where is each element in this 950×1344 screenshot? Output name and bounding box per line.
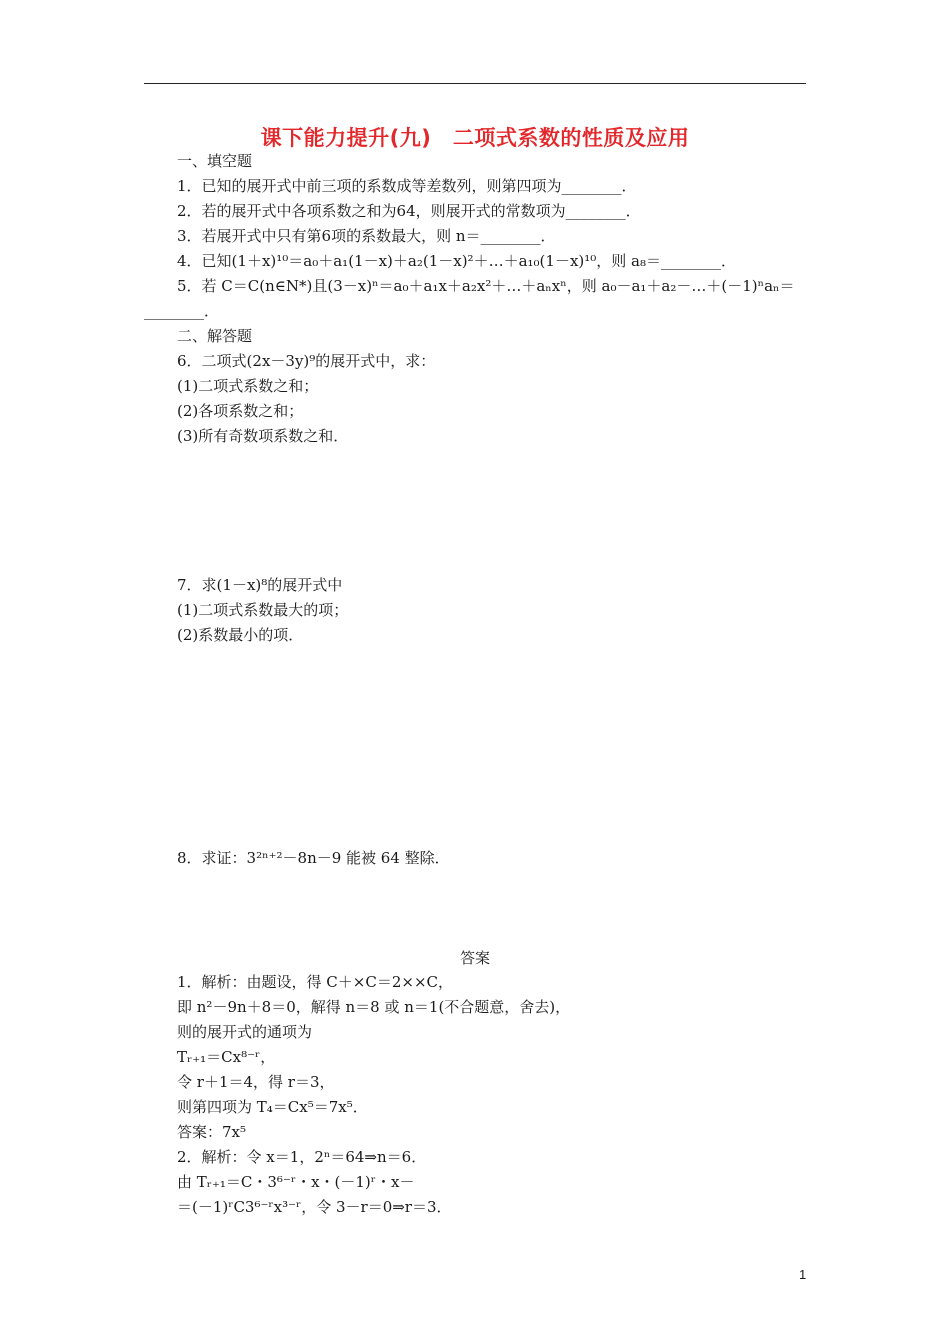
question-2: 2．若的展开式中各项系数之和为64，则展开式的常数项为________．: [177, 202, 641, 220]
question-7: 7．求(1－x)⁸的展开式中: [177, 576, 343, 594]
answer-2-line-2: 由 Tᵣ₊₁＝C・3⁶⁻ʳ・x・(－1)ʳ・x－: [177, 1173, 415, 1191]
question-6: 6．二项式(2x－3y)⁹的展开式中，求：: [177, 352, 436, 370]
page-title: 课下能力提升(九) 二项式系数的性质及应用: [260, 126, 690, 150]
answer-1-line-7: 答案：7x⁵: [177, 1123, 247, 1141]
question-4: 4．已知(1＋x)¹⁰＝a₀＋a₁(1－x)＋a₂(1－x)²＋…＋a₁₀(1－x)¹⁰，则 a₈＝________．: [177, 252, 737, 270]
question-8: 8．求证：3²ⁿ⁺²－8n－9 能被 64 整除．: [177, 849, 450, 867]
answer-2-line-3: ＝(－1)ʳC3⁶⁻ʳx³⁻ʳ，令 3－r＝0⇒r＝3．: [177, 1198, 452, 1216]
header-rule: [144, 83, 806, 84]
answer-1-line-2: 即 n²－9n＋8＝0，解得 n＝8 或 n＝1(不合题意，舍去)，: [177, 998, 571, 1016]
question-3: 3．若展开式中只有第6项的系数最大，则 n＝________．: [177, 227, 556, 245]
question-6-part-3: (3)所有奇数项系数之和．: [177, 427, 349, 445]
answer-1-line-5: 令 r＋1＝4，得 r＝3，: [177, 1073, 335, 1091]
question-5: 5．若 C＝C(n∈N*)且(3－x)ⁿ＝a₀＋a₁x＋a₂x²＋…＋aₙxⁿ，则 a₀－a₁＋a₂－…＋(－1)ⁿaₙ＝: [177, 277, 795, 295]
answer-1-line-6: 则第四项为 T₄＝Cx⁵＝7x⁵．: [177, 1098, 368, 1116]
question-6-part-1: (1)二项式系数之和；: [177, 377, 319, 395]
answers-heading: 答案: [459, 949, 490, 967]
question-7-part-2: (2)系数最小的项．: [177, 626, 304, 644]
question-5-blank: ________．: [144, 302, 220, 320]
answer-2-line-1: 2．解析：令 x＝1，2ⁿ＝64⇒n＝6．: [177, 1148, 427, 1166]
answer-1-line-1: 1．解析：由题设，得 C＋×C＝2××C，: [177, 973, 453, 991]
section-heading-fill-in: 一、填空题: [177, 152, 253, 170]
question-6-part-2: (2)各项系数之和；: [177, 402, 304, 420]
section-heading-answer-questions: 二、解答题: [177, 327, 253, 345]
question-1: 1．已知的展开式中前三项的系数成等差数列，则第四项为________．: [177, 177, 637, 195]
question-7-part-1: (1)二项式系数最大的项；: [177, 601, 349, 619]
page-number: 1: [799, 1267, 807, 1282]
answer-1-line-4: Tᵣ₊₁＝Cx⁸⁻ʳ，: [177, 1048, 276, 1066]
answer-1-line-3: 则的展开式的通项为: [177, 1023, 313, 1041]
